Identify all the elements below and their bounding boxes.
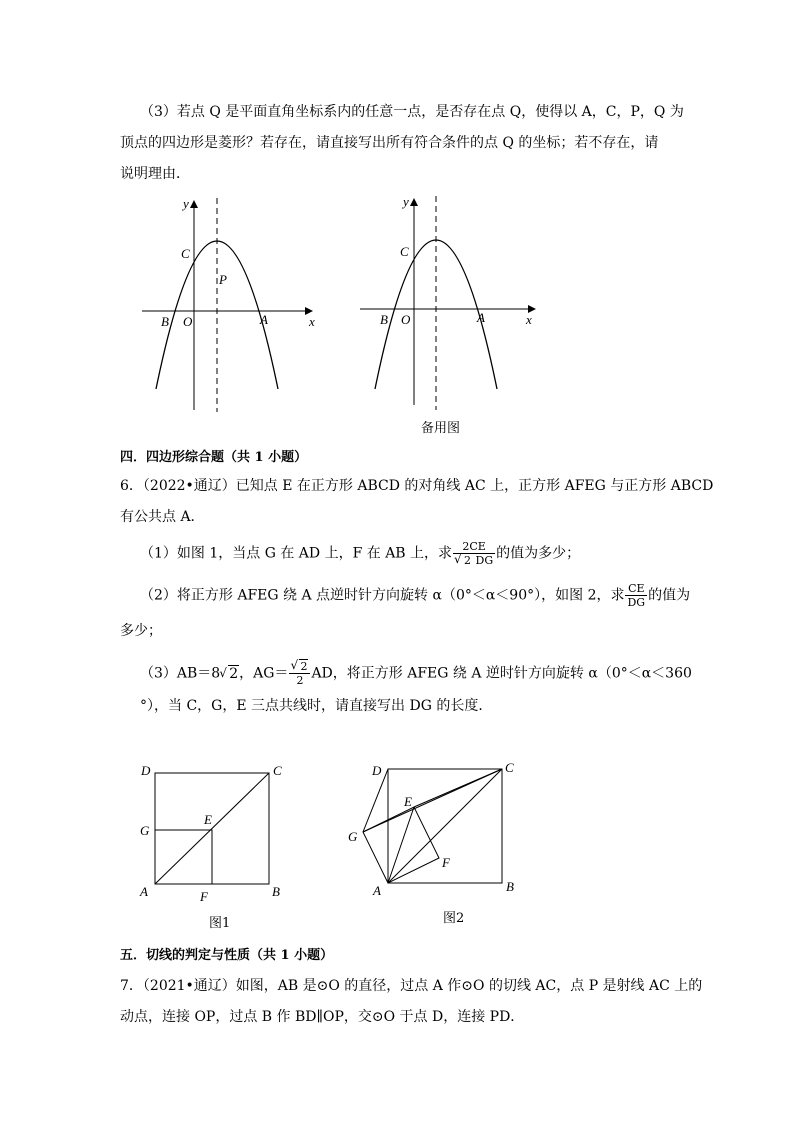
label-E: E	[404, 794, 412, 809]
fraction-root2-over-2: √ $\frac{2}{2}$	[289, 660, 310, 687]
square-figure-2-caption: 图2	[443, 911, 465, 926]
q5-part3-line3: 说明理由．	[120, 166, 190, 182]
label-B: B	[506, 879, 514, 894]
label-D: D	[141, 763, 151, 778]
label-A: A	[373, 883, 381, 898]
q5-part3-line1: （3）若点 Q 是平面直角坐标系内的任意一点，是否存在点 Q，使得以 A，C，P，Q 为	[140, 104, 684, 120]
label-A: A	[260, 312, 268, 327]
label-G: G	[140, 823, 150, 838]
label-C: C	[181, 246, 190, 261]
square-figure-1-caption: 图1	[209, 916, 231, 931]
q6-stem-line2: 有公共点 A．	[120, 509, 205, 525]
section-5-title: 五．切线的判定与性质（共 1 小题）	[120, 948, 334, 963]
label-A: A	[140, 884, 148, 899]
q6-part2-tail: 的值为	[648, 587, 691, 604]
fraction-ce-over-dg: $\frac{CE}{DG}$	[627, 582, 646, 609]
label-G: G	[348, 829, 358, 844]
label-A: A	[477, 310, 485, 325]
q5-part3-line2: 顶点的四边形是菱形？若存在，请直接写出所有符合条件的点 Q 的坐标；若不存在，请	[120, 135, 659, 151]
label-E: E	[204, 812, 212, 827]
q6-part2-line2: 多少；	[120, 623, 162, 639]
label-B: B	[272, 884, 280, 899]
parabola-figure-2-caption: 备用图	[421, 421, 461, 436]
sqrt-symbol: √ 2	[220, 664, 239, 684]
sqrt-symbol: √ 2	[455, 554, 472, 567]
label-F: F	[200, 889, 208, 904]
label-O: O	[401, 312, 411, 327]
label-O: O	[183, 314, 193, 329]
label-C: C	[273, 763, 282, 778]
label-x: x	[526, 312, 532, 327]
q6-part1-text: （1）如图 1，当点 G 在 AD 上，F 在 AB 上，求	[140, 545, 453, 562]
label-F: F	[442, 855, 450, 870]
q7-line1: 7．（2021•通辽）如图，AB 是⊙O 的直径，过点 A 作⊙O 的切线 AC，点 P 是射线 AC 上的	[120, 978, 703, 994]
fraction-numerator: 2CE	[453, 540, 495, 554]
label-x: x	[309, 314, 315, 329]
label-B: B	[161, 314, 169, 329]
label-y: y	[403, 194, 409, 209]
label-y: y	[183, 196, 189, 211]
q6-part2-text: （2）将正方形 AFEG 绕 A 点逆时针方向旋转 α（0°＜α＜90°），如图 2，求	[140, 587, 625, 604]
q6-part1-tail: 的值为多少；	[496, 545, 581, 562]
q7-line2: 动点，连接 OP，过点 B 作 BD∥OP，交⊙O 于点 D，连接 PD．	[120, 1009, 525, 1025]
label-B: B	[380, 312, 388, 327]
q6-part3-line2: °），当 C，G，E 三点共线时，请直接写出 DG 的长度．	[140, 698, 493, 714]
q6-stem-line1: 6．（2022•通辽）已知点 E 在正方形 ABCD 的对角线 AC 上，正方形 AFEG 与正方形 ABCD	[120, 478, 714, 494]
section-4-title: 四．四边形综合题（共 1 小题）	[120, 450, 308, 465]
label-P: P	[219, 272, 227, 287]
label-C: C	[400, 244, 409, 259]
fraction-denominator: √ 2 DG	[453, 554, 495, 567]
label-D: D	[372, 763, 382, 778]
q6-part3: （3）AB＝8√ 2，AG＝ √ $\frac{2}{2}$ AD，将正方形 AFEG 绕 A 逆时针方向旋转 α（0°＜α＜360	[140, 660, 692, 687]
label-C: C	[505, 760, 514, 775]
